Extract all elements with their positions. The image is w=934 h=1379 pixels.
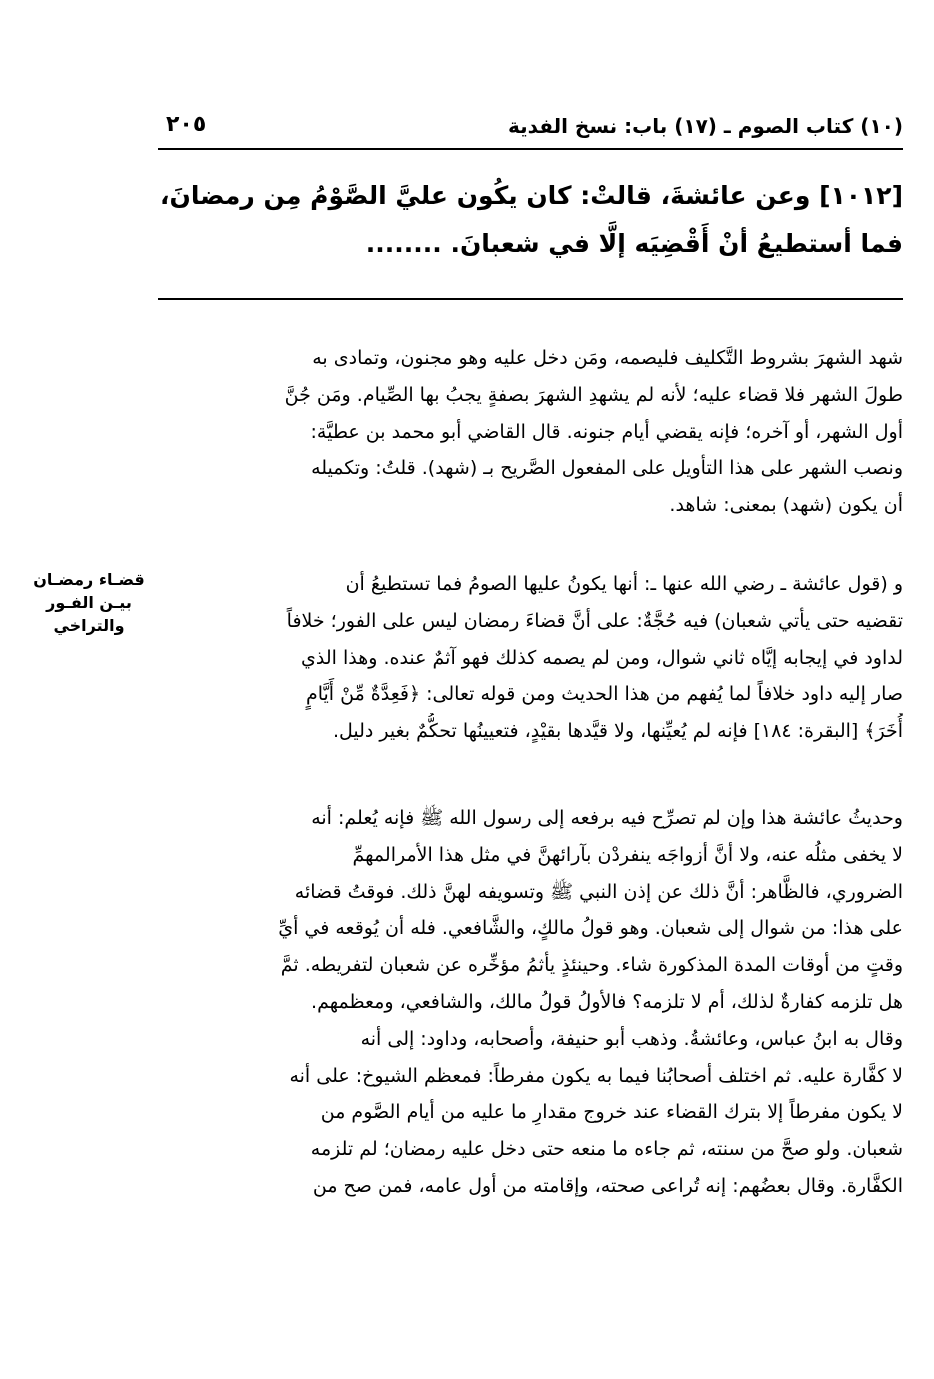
text-line: طولَ الشهر فلا قضاء عليه؛ لأنه لم يشهدِ الشهرَ بصفةٍ يجبُ بها الصِّيام. ومَن جُنَّ: [284, 383, 903, 406]
text-line: ونصب الشهر على هذا التأويل على المفعول الصَّريح بـ (شهد). قلتُ: وتكميله: [311, 457, 903, 480]
text-line: صار إليه داود خلافاً لما يُفهم من هذا الحديث ومن قوله تعالى: ﴿فَعِدَّةٌ مِّنْ أَيَّامٍ: [305, 683, 903, 706]
commentary-paragraph: [158, 566, 903, 750]
margin-note-line: والتراخي: [53, 616, 125, 635]
text-line: شعبان. ولو صحَّ من سنته، ثم جاءه ما منعه حتى دخل عليه رمضان؛ لم تلزمه: [310, 1138, 903, 1161]
text-line: الضروري، فالظَّاهر: أنَّ ذلك عن إذن النبي ﷺ وتسويفه لهنَّ ذلك. فوقتُ قضائه: [294, 880, 903, 903]
page-number: ٢٠٥: [166, 112, 207, 137]
margin-note-line: بيـن الفـور: [46, 593, 132, 612]
running-title: (١٠) كتاب الصوم ـ (١٧) باب: نسخ الفدية: [508, 114, 903, 138]
text-line: لا يخفى مثلُه عنه، ولا أنَّ أزواجَه ينفردْن بآرائهنَّ في مثل هذا الأمرالمهمِّ: [352, 843, 903, 866]
section-divider: [158, 298, 903, 300]
hadith-line: [١٠١٢] وعن عائشةَ، قالتْ: كان يكُون عليَّ الصَّوْمُ مِن رمضانَ،: [160, 181, 903, 210]
commentary-paragraph: [158, 340, 903, 524]
text-line: وقال به ابنُ عباس، وعائشةُ. وذهب أبو حنيفة، وأصحابه، وداود: إلى أنه: [360, 1027, 903, 1050]
text-line: لا يكون مفرطاً إلا بترك القضاء عند خروج مقدارِ ما عليه من أيام الصَّوم من: [320, 1101, 903, 1124]
text-line: وقتٍ من أوقات المدة المذكورة شاء. وحينئذٍ يأثمُ مؤخِّره عن شعبان لتفريطه. ثمَّ: [280, 954, 903, 977]
commentary-paragraph: [158, 800, 903, 1205]
page-header: [158, 108, 903, 150]
text-line: شهد الشهرَ بشروط التَّكليف فليصمه، ومَن دخل عليه وهو مجنون، وتمادى به: [312, 347, 903, 369]
text-line: وحديثُ عائشة هذا وإن لم تصرِّح فيه برفعه إلى رسول الله ﷺ فإنه يُعلم: أنه: [311, 807, 903, 829]
text-line: الكفَّارة. وقال بعضُهم: إنه تُراعى صحته، وإقامته من أول عامه، فمن صح من: [312, 1174, 903, 1197]
text-line: و (قول عائشة ـ رضي الله عنها ـ: أنها يكونُ عليها الصومُ فما تستطيعُ أن: [345, 573, 903, 595]
text-line: على هذا: من شوال إلى شعبان. وهو قولُ مالكٍ، والشَّافعي. فله أن يُوقعه في أيِّ: [278, 917, 903, 940]
margin-note-line: قضـاء رمضـان: [33, 570, 145, 589]
text-line: تقضيه حتى يأتي شعبان) فيه حُجَّةٌ: على أنَّ قضاءَ رمضان ليس على الفور؛ خلافاً: [286, 609, 903, 632]
margin-note: [28, 568, 150, 637]
text-line: لا كفَّارة عليه. ثم اختلف أصحابُنا فيما به يكون مفرطاً: فمعظم الشيوخ: على أنه: [289, 1064, 903, 1087]
text-line: لداود في إيجابه إيَّاه ثاني شوال، ومن لم يصمه كذلك فهو آثمٌ عنده. وهذا الذي: [301, 646, 903, 669]
text-line: هل تلزمه كفارةٌ لذلك، أم لا تلزمه؟ فالأولُ قولُ مالك، والشافعي، ومعظمهم.: [311, 990, 903, 1013]
text-line: أول الشهر، أو آخره؛ فإنه يقضي أيام جنونه. قال القاضي أبو محمد بن عطيَّة:: [310, 420, 903, 443]
text-line: أن يكون (شهد) بمعنى: شاهد.: [669, 494, 903, 517]
text-line: أُخَرَ﴾ [البقرة: ١٨٤] فإنه لم يُعيِّنها، ولا قيَّدها بقيْدٍ، فتعيينُها تحكُّمٌ بغير دليل.: [332, 720, 903, 743]
hadith-line: فما أستطيعُ أنْ أَقْضِيَه إلَّا في شعبانَ. ........: [365, 229, 903, 258]
hadith-text: [158, 172, 903, 268]
